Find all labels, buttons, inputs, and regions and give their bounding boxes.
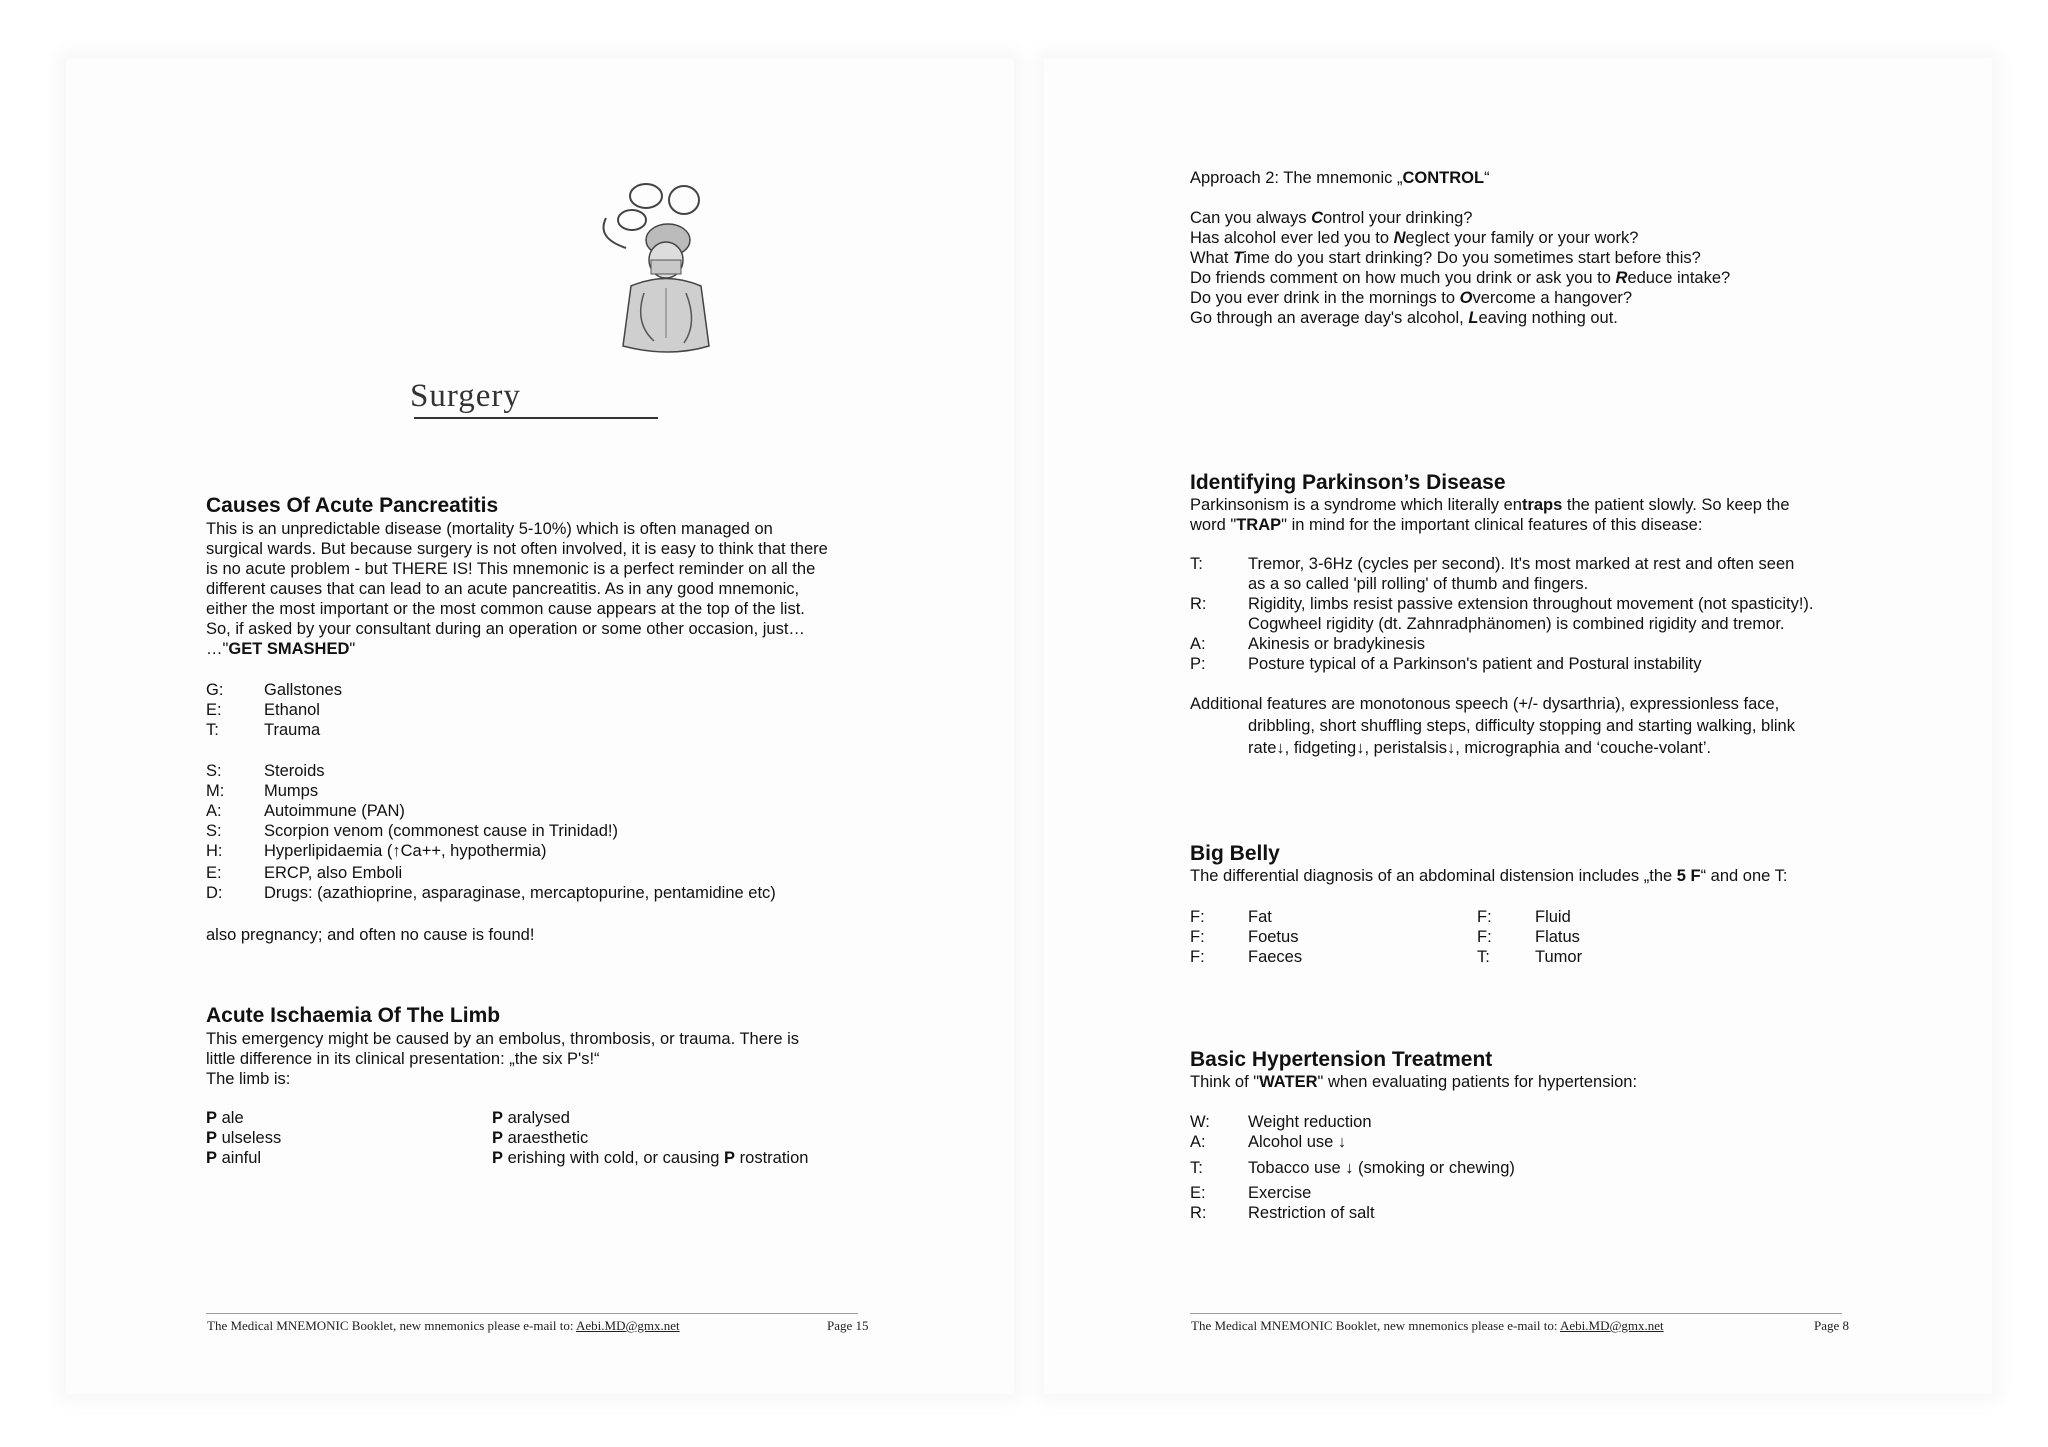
item-line: Rigidity, limbs resist passive extension throughout movement (not spasticity!). — [1248, 595, 1814, 613]
item-key: F: — [1190, 908, 1205, 926]
right-page — [1044, 58, 1992, 1394]
item-value: Hyperlipidaemia (↑Ca++, hypothermia) — [264, 842, 547, 860]
item-value: Fat — [1248, 908, 1272, 926]
list-item — [206, 883, 906, 903]
item-value: Fluid — [1535, 908, 1571, 926]
question-line — [1190, 248, 1730, 268]
mnemonic-prefix: …" — [206, 640, 229, 658]
intro-line: little difference in its clinical presentation: „the six P's!“ — [206, 1050, 600, 1068]
intro-line: This emergency might be caused by an embolus, thrombosis, or trauma. There is — [206, 1030, 800, 1048]
item-value: Gallstones — [264, 681, 342, 699]
q-letter: O — [1459, 289, 1473, 307]
pancreatitis-group2 — [206, 761, 906, 903]
p-rest: aralysed — [503, 1109, 570, 1127]
question-line — [1190, 228, 1730, 248]
item-key: T: — [206, 721, 219, 739]
item-key: S: — [206, 762, 222, 780]
q-text: Go through an average day's alcohol, — [1190, 309, 1469, 327]
q-text: ontrol your drinking? — [1322, 209, 1473, 227]
p-rest: ulseless — [217, 1129, 282, 1147]
item-line: Tremor, 3-6Hz (cycles per second). It's most marked at rest and often seen — [1248, 555, 1795, 573]
list-item — [1190, 1158, 1690, 1183]
intro-text: word " — [1190, 516, 1237, 534]
intro-bold: WATER — [1259, 1073, 1318, 1091]
hypertension-intro — [1190, 1072, 1637, 1092]
q-letter: C — [1311, 209, 1323, 227]
item-key: F: — [1190, 948, 1205, 966]
control-title-suffix: “ — [1484, 169, 1490, 187]
list-item — [206, 1148, 281, 1168]
six-p-column-1 — [206, 1108, 281, 1168]
question-line — [1190, 308, 1730, 328]
list-item — [206, 700, 906, 720]
list-item — [206, 801, 906, 821]
q-text: eglect your family or your work? — [1405, 229, 1639, 247]
item-value: Alcohol use ↓ — [1248, 1133, 1347, 1151]
list-item — [206, 841, 906, 863]
intro-text: Think of " — [1190, 1073, 1260, 1091]
list-item — [1190, 947, 1450, 967]
item-line: Cogwheel rigidity (dt. Zahnradphänomen) is combined rigidity and tremor. — [1248, 615, 1785, 633]
item-value: Exercise — [1248, 1184, 1312, 1202]
list-item — [1190, 634, 1930, 654]
q-letter: T — [1233, 249, 1244, 267]
list-item — [1190, 927, 1450, 947]
item-value: Flatus — [1535, 928, 1580, 946]
item-key: D: — [206, 884, 223, 902]
p-letter: P — [206, 1109, 218, 1127]
mnemonic-word: GET SMASHED — [228, 640, 350, 658]
control-mnemonic: CONTROL — [1402, 169, 1485, 187]
intro-text: “ and one T: — [1700, 867, 1788, 885]
intro-line: surgical wards. But because surgery is not often involved, it is easy to think that there — [206, 540, 828, 558]
intro-bold: TRAP — [1236, 516, 1282, 534]
item-key: P: — [1190, 655, 1206, 673]
item-key: F: — [1190, 928, 1205, 946]
item-value: Trauma — [264, 721, 321, 739]
control-questions — [1190, 208, 1730, 328]
mnemonic-suffix: " — [349, 640, 356, 658]
list-item — [492, 1128, 808, 1148]
item-key: T: — [1477, 948, 1490, 966]
q-text: Do friends comment on how much you drink or ask you to — [1190, 269, 1616, 287]
item-value: Mumps — [264, 782, 319, 800]
q-letter: L — [1468, 309, 1479, 327]
item-value: Tumor — [1535, 948, 1583, 966]
ischaemia-intro — [206, 1029, 799, 1089]
list-item — [206, 720, 906, 740]
control-title-prefix: Approach 2: The mnemonic „ — [1190, 169, 1403, 187]
intro-line — [1190, 495, 1790, 515]
list-item — [206, 1128, 281, 1148]
footer-email-link[interactable]: Aebi.MD@gmx.net — [575, 1318, 680, 1333]
item-key: E: — [1190, 1184, 1206, 1202]
item-key: G: — [206, 681, 224, 699]
footer-text: The Medical MNEMONIC Booklet, new mnemonics please e-mail to: — [207, 1318, 576, 1333]
item-key: H: — [206, 842, 223, 860]
intro-line: The limb is: — [206, 1070, 291, 1088]
ischaemia-title: Acute Ischaemia Of The Limb — [206, 1004, 501, 1027]
q-text: What — [1190, 249, 1234, 267]
q-text: Can you always — [1190, 209, 1312, 227]
p-rest: ainful — [217, 1149, 262, 1167]
list-item — [1477, 947, 1737, 967]
q-text: Do you ever drink in the mornings to — [1190, 289, 1460, 307]
additional-line: rate↓, fidgeting↓, peristalsis↓, micrographia and ‘couche-volant’. — [1248, 739, 1712, 757]
item-key: A: — [1190, 635, 1206, 653]
p-letter: P — [724, 1149, 736, 1167]
intro-text: Parkinsonism is a syndrome which literally en — [1190, 496, 1522, 514]
belly-intro — [1190, 866, 1787, 886]
item-key: E: — [206, 864, 222, 882]
intro-line: different causes that can lead to an acute pancreatitis. As in any good mnemonic, — [206, 580, 800, 598]
list-item — [492, 1148, 808, 1168]
footer-text: The Medical MNEMONIC Booklet, new mnemonics please e-mail to: — [1191, 1318, 1560, 1333]
parkinson-additional — [1190, 694, 1795, 758]
item-value: ERCP, also Emboli — [264, 864, 403, 882]
item-value: Tobacco use ↓ (smoking or chewing) — [1248, 1159, 1515, 1177]
item-value: Ethanol — [264, 701, 320, 719]
intro-line: This is an unpredictable disease (mortality 5-10%) which is often managed on — [206, 520, 773, 538]
mnemonic-line — [206, 639, 828, 659]
parkinson-intro — [1190, 495, 1790, 535]
surgeon-clipart — [536, 178, 746, 358]
list-item — [206, 863, 906, 883]
item-key: W: — [1190, 1113, 1210, 1131]
item-value: Scorpion venom (commonest cause in Trinidad!) — [264, 822, 618, 840]
list-item — [206, 781, 906, 801]
list-item — [1190, 554, 1930, 594]
belly-column-2 — [1477, 907, 1737, 967]
item-line: as a so called 'pill rolling' of thumb and fingers. — [1248, 575, 1589, 593]
list-item — [492, 1108, 808, 1128]
p-letter: P — [206, 1149, 218, 1167]
intro-text: The differential diagnosis of an abdominal distension includes „the — [1190, 867, 1677, 885]
intro-line: either the most important or the most common cause appears at the top of the list. — [206, 600, 805, 618]
intro-text: the patient slowly. So keep the — [1562, 496, 1790, 514]
list-item — [1477, 907, 1737, 927]
p-letter: P — [206, 1129, 218, 1147]
pancreatitis-title: Causes Of Acute Pancreatitis — [206, 494, 499, 517]
list-item — [1190, 1183, 1690, 1203]
question-line — [1190, 288, 1730, 308]
list-item — [1190, 1112, 1690, 1132]
list-item — [1477, 927, 1737, 947]
intro-bold: 5 F — [1676, 867, 1701, 885]
list-item — [206, 761, 906, 781]
p-rest: araesthetic — [503, 1129, 589, 1147]
list-item — [206, 1108, 281, 1128]
p-letter: P — [492, 1149, 504, 1167]
hypertension-title: Basic Hypertension Treatment — [1190, 1048, 1493, 1071]
item-value: Foetus — [1248, 928, 1299, 946]
intro-line: is no acute problem - but THERE IS! This mnemonic is a perfect reminder on all the — [206, 560, 816, 578]
list-item — [1190, 654, 1930, 674]
item-key: R: — [1190, 595, 1207, 613]
item-value: Faeces — [1248, 948, 1303, 966]
list-item — [206, 821, 906, 841]
p-letter: P — [492, 1129, 504, 1147]
left-page — [66, 58, 1014, 1394]
q-letter: R — [1615, 269, 1628, 287]
q-text: Has alcohol ever led you to — [1190, 229, 1394, 247]
footer — [207, 1318, 680, 1334]
footer — [1191, 1318, 1664, 1334]
additional-line: Additional features are monotonous speech (+/- dysarthria), expressionless face, — [1190, 695, 1780, 713]
item-key: T: — [1190, 1159, 1203, 1177]
list-item — [1190, 594, 1930, 634]
intro-line: So, if asked by your consultant during an operation or some other occasion, just… — [206, 620, 805, 638]
item-value: Autoimmune (PAN) — [264, 802, 405, 820]
item-key: M: — [206, 782, 225, 800]
intro-line — [1190, 515, 1790, 535]
q-text: ime do you start drinking? Do you sometimes start before this? — [1243, 249, 1701, 267]
six-p-column-2 — [492, 1108, 808, 1168]
item-key: A: — [206, 802, 222, 820]
footer-email-link[interactable]: Aebi.MD@gmx.net — [1559, 1318, 1664, 1333]
intro-text: " when evaluating patients for hypertension: — [1317, 1073, 1638, 1091]
pancreatitis-group1 — [206, 680, 906, 740]
item-line: Posture typical of a Parkinson's patient and Postural instability — [1248, 655, 1702, 673]
item-value: Steroids — [264, 762, 325, 780]
footer-rule — [1190, 1313, 1842, 1314]
page-number: Page 15 — [827, 1318, 869, 1333]
list-item — [1190, 1132, 1690, 1158]
trap-list — [1190, 554, 1930, 674]
item-key: S: — [206, 822, 222, 840]
clipart-caption: Surgery — [410, 378, 521, 414]
water-list — [1190, 1112, 1690, 1223]
intro-text: " in mind for the important clinical features of this disease: — [1281, 516, 1703, 534]
page-number: Page 8 — [1814, 1318, 1850, 1333]
item-value: Drugs: (azathioprine, asparaginase, mercaptopurine, pentamidine etc) — [264, 884, 776, 902]
q-letter: N — [1393, 229, 1406, 247]
intro-bold: traps — [1521, 496, 1563, 514]
parkinson-title: Identifying Parkinson’s Disease — [1190, 471, 1506, 494]
caption-underline — [414, 417, 658, 419]
pancreatitis-note: also pregnancy; and often no cause is found! — [206, 926, 535, 944]
q-text: eaving nothing out. — [1478, 309, 1618, 327]
p-rest: ale — [217, 1109, 244, 1127]
list-item — [1190, 1203, 1690, 1223]
control-title — [1190, 168, 1490, 188]
p-rest: erishing with cold, or causing — [503, 1149, 725, 1167]
q-text: educe intake? — [1627, 269, 1731, 287]
item-value: Restriction of salt — [1248, 1204, 1375, 1222]
item-key: F: — [1477, 908, 1492, 926]
item-key: E: — [206, 701, 222, 719]
footer-rule — [206, 1313, 858, 1314]
item-key: F: — [1477, 928, 1492, 946]
item-value: Weight reduction — [1248, 1113, 1372, 1131]
question-line — [1190, 208, 1730, 228]
q-text: vercome a hangover? — [1472, 289, 1633, 307]
item-key: A: — [1190, 1133, 1206, 1151]
list-item — [1190, 907, 1450, 927]
p-rest: rostration — [735, 1149, 809, 1167]
item-line: Akinesis or bradykinesis — [1248, 635, 1425, 653]
item-key: T: — [1190, 555, 1203, 573]
belly-title: Big Belly — [1190, 842, 1280, 865]
item-key: R: — [1190, 1204, 1207, 1222]
list-item — [206, 680, 906, 700]
question-line — [1190, 268, 1730, 288]
additional-line: dribbling, short shuffling steps, difficulty stopping and starting walking, blink — [1248, 717, 1795, 735]
p-letter: P — [492, 1109, 504, 1127]
pancreatitis-intro — [206, 519, 828, 659]
belly-column-1 — [1190, 907, 1450, 967]
